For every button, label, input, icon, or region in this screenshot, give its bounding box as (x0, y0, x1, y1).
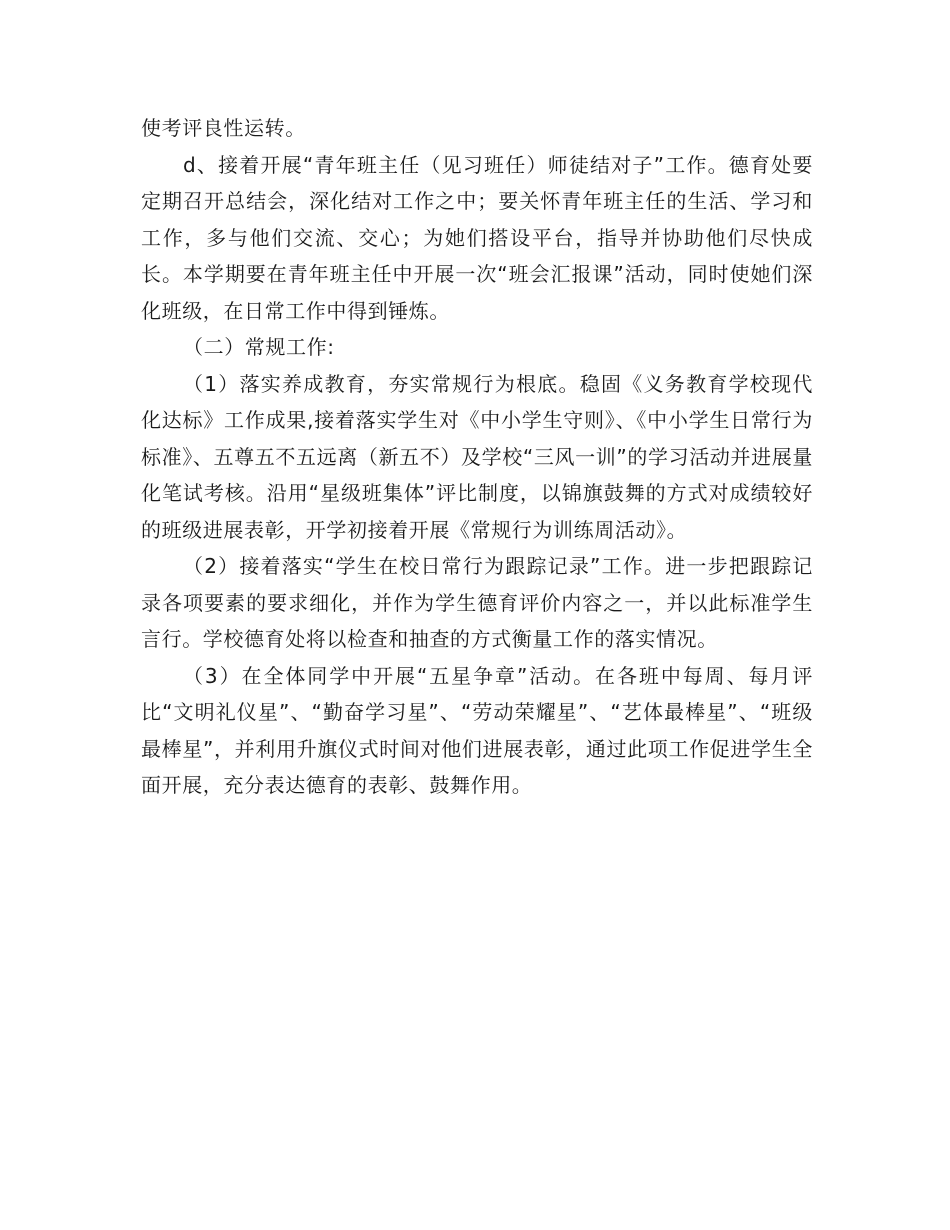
document-body (141, 110, 813, 804)
paragraph-item-1: （1）落实养成教育，夯实常规行为根底。稳固《义务教育学校现代化达标》工作成果,接着落实学生对《中小学生守则》、《中小学生日常行为标准》、五尊五不五远离（新五不）及学校“三风一训”的学习活动并进展量化笔试考核。沿用“星级班集体”评比制度，以锦旗鼓舞的方式对成绩较好的班级进展表彰，开学初接着开展《常规行为训练周活动》。 (141, 371, 813, 542)
paragraph-1: 使考评良性运转。 (141, 116, 306, 140)
paragraph-2: d、接着开展“青年班主任（见习班任）师徒结对子”工作。德育处要定期召开总结会，深化结对工作之中；要关怀青年班主任的生活、学习和工作，多与他们交流、交心；为她们搭设平台，指导并协助他们尽快成长。本学期要在青年班主任中开展一次“班会汇报课”活动，同时使她们深化班级，在日常工作中得到锤炼。 (141, 152, 813, 323)
paragraph-item-3: （3）在全体同学中开展“五星争章”活动。在各班中每周、每月评比“文明礼仪星”、“勤奋学习星”、“劳动荣耀星”、“艺体最棒星”、“班级最棒星”，并利用升旗仪式时间对他们进展表彰，通过此项工作促进学生全面开展，充分表达德育的表彰、鼓舞作用。 (141, 663, 813, 797)
section-heading-routine-work: （二）常规工作: (183, 335, 335, 359)
paragraph-item-2: （2）接着落实“学生在校日常行为跟踪记录”工作。进一步把跟踪记录各项要素的要求细化，并作为学生德育评价内容之一，并以此标准学生言行。学校德育处将以检查和抽查的方式衡量工作的落实情况。 (141, 554, 813, 651)
